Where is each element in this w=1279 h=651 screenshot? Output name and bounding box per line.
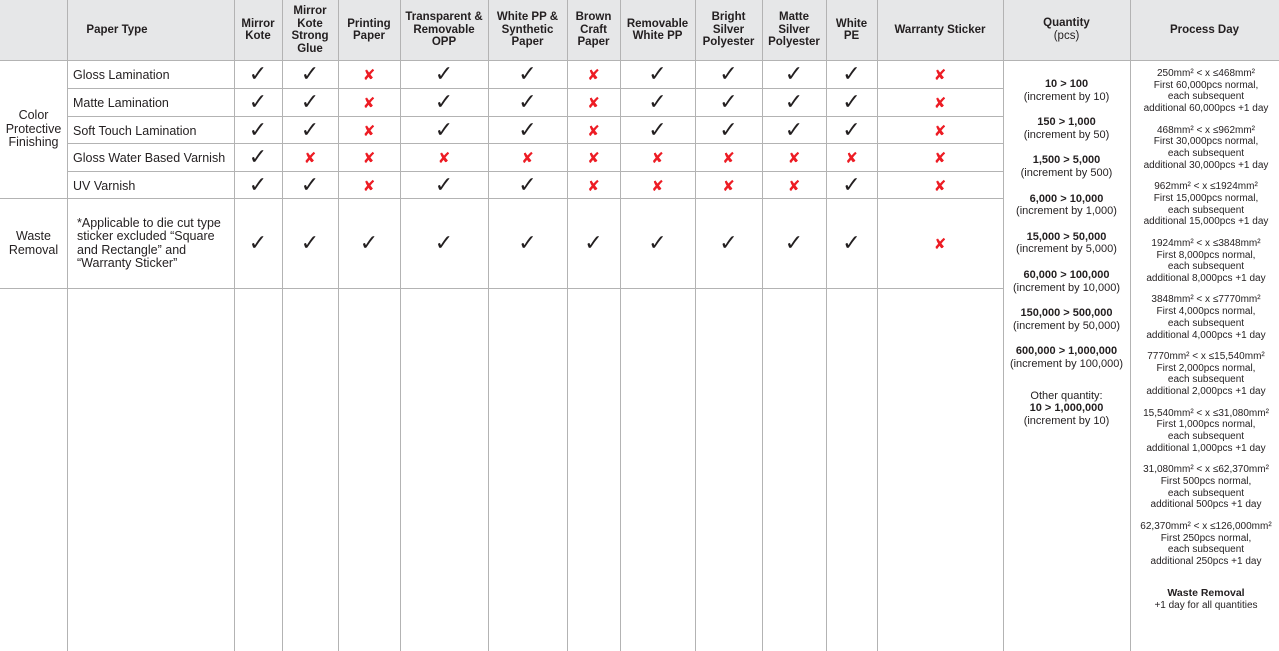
check-icon: ✓ [518,230,537,256]
quantity-range: 10 > 100 [1044,78,1089,90]
check-icon: ✓ [842,230,861,256]
grid-hline [0,288,1003,289]
check-icon: ✓ [434,118,454,143]
process-waste-removal [1132,588,1279,611]
check-icon: ✓ [842,90,861,115]
check-icon: ✓ [359,230,379,256]
check-icon: ✓ [784,62,804,87]
check-icon: ✓ [719,230,738,256]
header-column-1: Mirror Kote Strong Glue [291,5,329,55]
process-additional: additional 15,000pcs +1 day [1143,216,1269,228]
header-paper-type: Paper Type [86,23,148,36]
group-waste-removal: Waste Removal [8,229,59,257]
process-first: First 30,000pcs normal, [1153,136,1259,148]
cross-icon: ✘ [651,177,664,195]
grid-vline [1130,0,1131,651]
cross-icon: ✘ [437,149,451,167]
quantity-other [1004,390,1129,428]
check-icon: ✓ [648,118,667,143]
cross-icon: ✘ [722,177,735,195]
cross-icon: ✘ [521,149,534,167]
header-process-day: Process Day [1169,23,1240,36]
process-first: First 8,000pcs normal, [1156,249,1256,261]
cross-icon: ✘ [933,149,947,167]
process-range: 468mm² < x ≤962mm² [1156,124,1255,136]
quantity-increment: (increment by 10,000) [1013,281,1120,294]
process-additional: additional 30,000pcs +1 day [1143,159,1269,171]
check-icon: ✓ [300,62,320,87]
process-day-item [1132,351,1279,398]
quantity-increment: (increment by 100,000) [1009,357,1124,370]
group-color-protective-finishing: Color Protective Finishing [5,108,62,150]
check-icon: ✓ [248,118,268,143]
header-column-6: Removable White PP [626,17,689,42]
process-each: each subsequent [1167,261,1245,273]
quantity-range: 600,000 > 1,000,000 [1015,345,1118,358]
process-each: each subsequent [1167,317,1245,329]
header-column-4: White PP & Synthetic Paper [496,11,559,49]
quantity-other-range: 10 > 1,000,000 [1029,402,1104,415]
quantity-increment: (increment by 50,000) [1013,319,1120,332]
quantity-other-label: Other quantity: [1030,389,1103,402]
check-icon: ✓ [248,62,268,87]
process-additional: additional 250pcs +1 day [1150,555,1262,567]
quantity-range: 6,000 > 10,000 [1029,192,1104,205]
check-icon: ✓ [434,62,454,87]
row-label: Gloss Lamination [73,68,170,82]
check-icon: ✓ [784,118,804,143]
check-icon: ✓ [584,230,603,256]
row-label: Matte Lamination [73,96,169,110]
quantity-item [1004,116,1129,141]
cross-icon: ✘ [651,149,664,167]
process-day-item [1132,125,1279,172]
process-each: each subsequent [1167,544,1245,556]
process-first: First 4,000pcs normal, [1156,306,1256,318]
process-range: 250mm² < x ≤468mm² [1156,68,1255,79]
row-label: UV Varnish [73,179,136,193]
process-day-item [1132,521,1279,568]
process-first: First 1,000pcs normal, [1156,419,1256,431]
quantity-other-increment: (increment by 10) [1023,414,1110,427]
check-icon: ✓ [300,118,320,143]
cross-icon: ✘ [933,234,947,253]
check-icon: ✓ [518,173,537,198]
process-day-item [1132,181,1279,228]
check-icon: ✓ [434,230,454,256]
row-label: Soft Touch Lamination [73,124,197,138]
check-icon: ✓ [842,118,861,143]
process-each: each subsequent [1167,204,1245,216]
check-icon: ✓ [248,90,268,115]
process-waste-text: +1 day for all quantities [1154,600,1258,612]
process-each: each subsequent [1167,374,1245,386]
process-additional: additional 1,000pcs +1 day [1146,442,1266,454]
cross-icon: ✘ [722,149,735,167]
quantity-item [1004,269,1129,294]
process-first: First 15,000pcs normal, [1153,192,1259,204]
process-each: each subsequent [1167,487,1245,499]
check-icon: ✓ [300,230,320,256]
cross-icon: ✘ [933,94,947,112]
check-icon: ✓ [784,230,804,256]
check-icon: ✓ [648,230,667,256]
check-icon: ✓ [784,90,804,115]
check-icon: ✓ [300,173,320,198]
process-first: First 60,000pcs normal, [1153,79,1259,91]
process-range: 31,080mm² < x ≤62,370mm² [1143,464,1269,476]
process-range: 15,540mm² < x ≤31,080mm² [1143,407,1269,419]
process-each: each subsequent [1167,431,1245,442]
cross-icon: ✘ [587,177,600,195]
quantity-increment: (increment by 50) [1023,128,1110,141]
process-first: First 500pcs normal, [1160,475,1252,487]
process-day-item [1132,464,1279,511]
check-icon: ✓ [719,90,738,115]
header-quantity-unit: (pcs) [1053,30,1080,42]
header-quantity [1003,0,1130,60]
check-icon: ✓ [518,90,537,115]
quantity-range: 15,000 > 50,000 [1026,230,1107,243]
cross-icon: ✘ [933,66,947,84]
cross-icon: ✘ [303,149,317,167]
check-icon: ✓ [300,90,320,115]
cross-icon: ✘ [587,66,600,84]
process-range: 3848mm² < x ≤7770mm² [1151,294,1261,306]
quantity-item [1004,231,1129,256]
cross-icon: ✘ [362,149,376,167]
quantity-item [1004,345,1129,370]
check-icon: ✓ [434,90,454,115]
process-each: each subsequent [1167,148,1245,159]
cross-icon: ✘ [933,177,947,195]
cross-icon: ✘ [362,94,376,112]
header-column-3: Transparent & Removable OPP [405,11,483,49]
cross-icon: ✘ [933,122,947,140]
quantity-increment: (increment by 1,000) [1016,205,1117,218]
header-column-8: Matte Silver Polyester [768,11,820,49]
cross-icon: ✘ [587,94,600,112]
check-icon: ✓ [842,173,861,198]
quantity-range: 150,000 > 500,000 [1020,307,1113,320]
quantity-item [1004,154,1129,179]
quantity-item [1004,307,1129,332]
cross-icon: ✘ [362,66,376,84]
quantity-item [1004,193,1129,218]
process-day-item [1132,294,1279,341]
header-quantity-label: Quantity [1043,17,1090,29]
cross-icon: ✘ [787,149,801,167]
process-additional: additional 500pcs +1 day [1150,499,1262,511]
check-icon: ✓ [434,173,454,198]
check-icon: ✓ [518,62,537,87]
process-range: 62,370mm² < x ≤126,000mm² [1140,520,1272,532]
process-range: 962mm² < x ≤1924mm² [1154,181,1258,193]
header-column-10: Warranty Sticker [894,23,986,36]
process-additional: additional 2,000pcs +1 day [1146,386,1266,398]
check-icon: ✓ [518,118,537,143]
process-first: First 250pcs normal, [1160,532,1252,544]
process-additional: additional 60,000pcs +1 day [1143,103,1269,115]
process-day-item [1132,68,1279,115]
process-day-item [1132,238,1279,285]
process-day-item [1132,408,1279,455]
waste-removal-note: *Applicable to die cut type sticker excluded “Square and Rectangle” and “Warranty Sticker” [77,215,221,270]
cross-icon: ✘ [587,122,600,140]
process-additional: additional 4,000pcs +1 day [1146,329,1266,341]
check-icon: ✓ [719,62,738,87]
cross-icon: ✘ [362,177,376,195]
quantity-increment: (increment by 10) [1023,90,1110,103]
cross-icon: ✘ [787,177,801,195]
check-icon: ✓ [248,145,268,170]
check-icon: ✓ [648,62,667,87]
check-icon: ✓ [842,62,861,87]
process-range: 7770mm² < x ≤15,540mm² [1147,351,1265,362]
cross-icon: ✘ [845,149,858,167]
quantity-increment: (increment by 5,000) [1016,243,1117,256]
cross-icon: ✘ [587,149,600,167]
process-waste-title: Waste Removal [1167,587,1245,600]
header-column-0: Mirror Kote [241,17,275,42]
check-icon: ✓ [248,173,268,198]
header-column-9: White PE [835,17,868,42]
quantity-range: 1,500 > 5,000 [1032,154,1101,167]
quantity-increment: (increment by 500) [1020,166,1113,179]
check-icon: ✓ [648,90,667,115]
row-label: Gloss Water Based Varnish [73,151,226,165]
header-column-7: Bright Silver Polyester [702,11,755,49]
header-column-5: Brown Craft Paper [575,11,612,49]
quantity-item [1004,78,1129,103]
check-icon: ✓ [719,118,738,143]
quantity-range: 150 > 1,000 [1037,116,1096,129]
check-icon: ✓ [248,230,268,256]
header-column-2: Printing Paper [347,17,391,42]
process-first: First 2,000pcs normal, [1156,362,1256,374]
process-each: each subsequent [1167,91,1245,103]
process-range: 1924mm² < x ≤3848mm² [1151,237,1261,249]
cross-icon: ✘ [362,122,376,140]
process-additional: additional 8,000pcs +1 day [1146,272,1266,284]
quantity-range: 60,000 > 100,000 [1023,269,1110,281]
